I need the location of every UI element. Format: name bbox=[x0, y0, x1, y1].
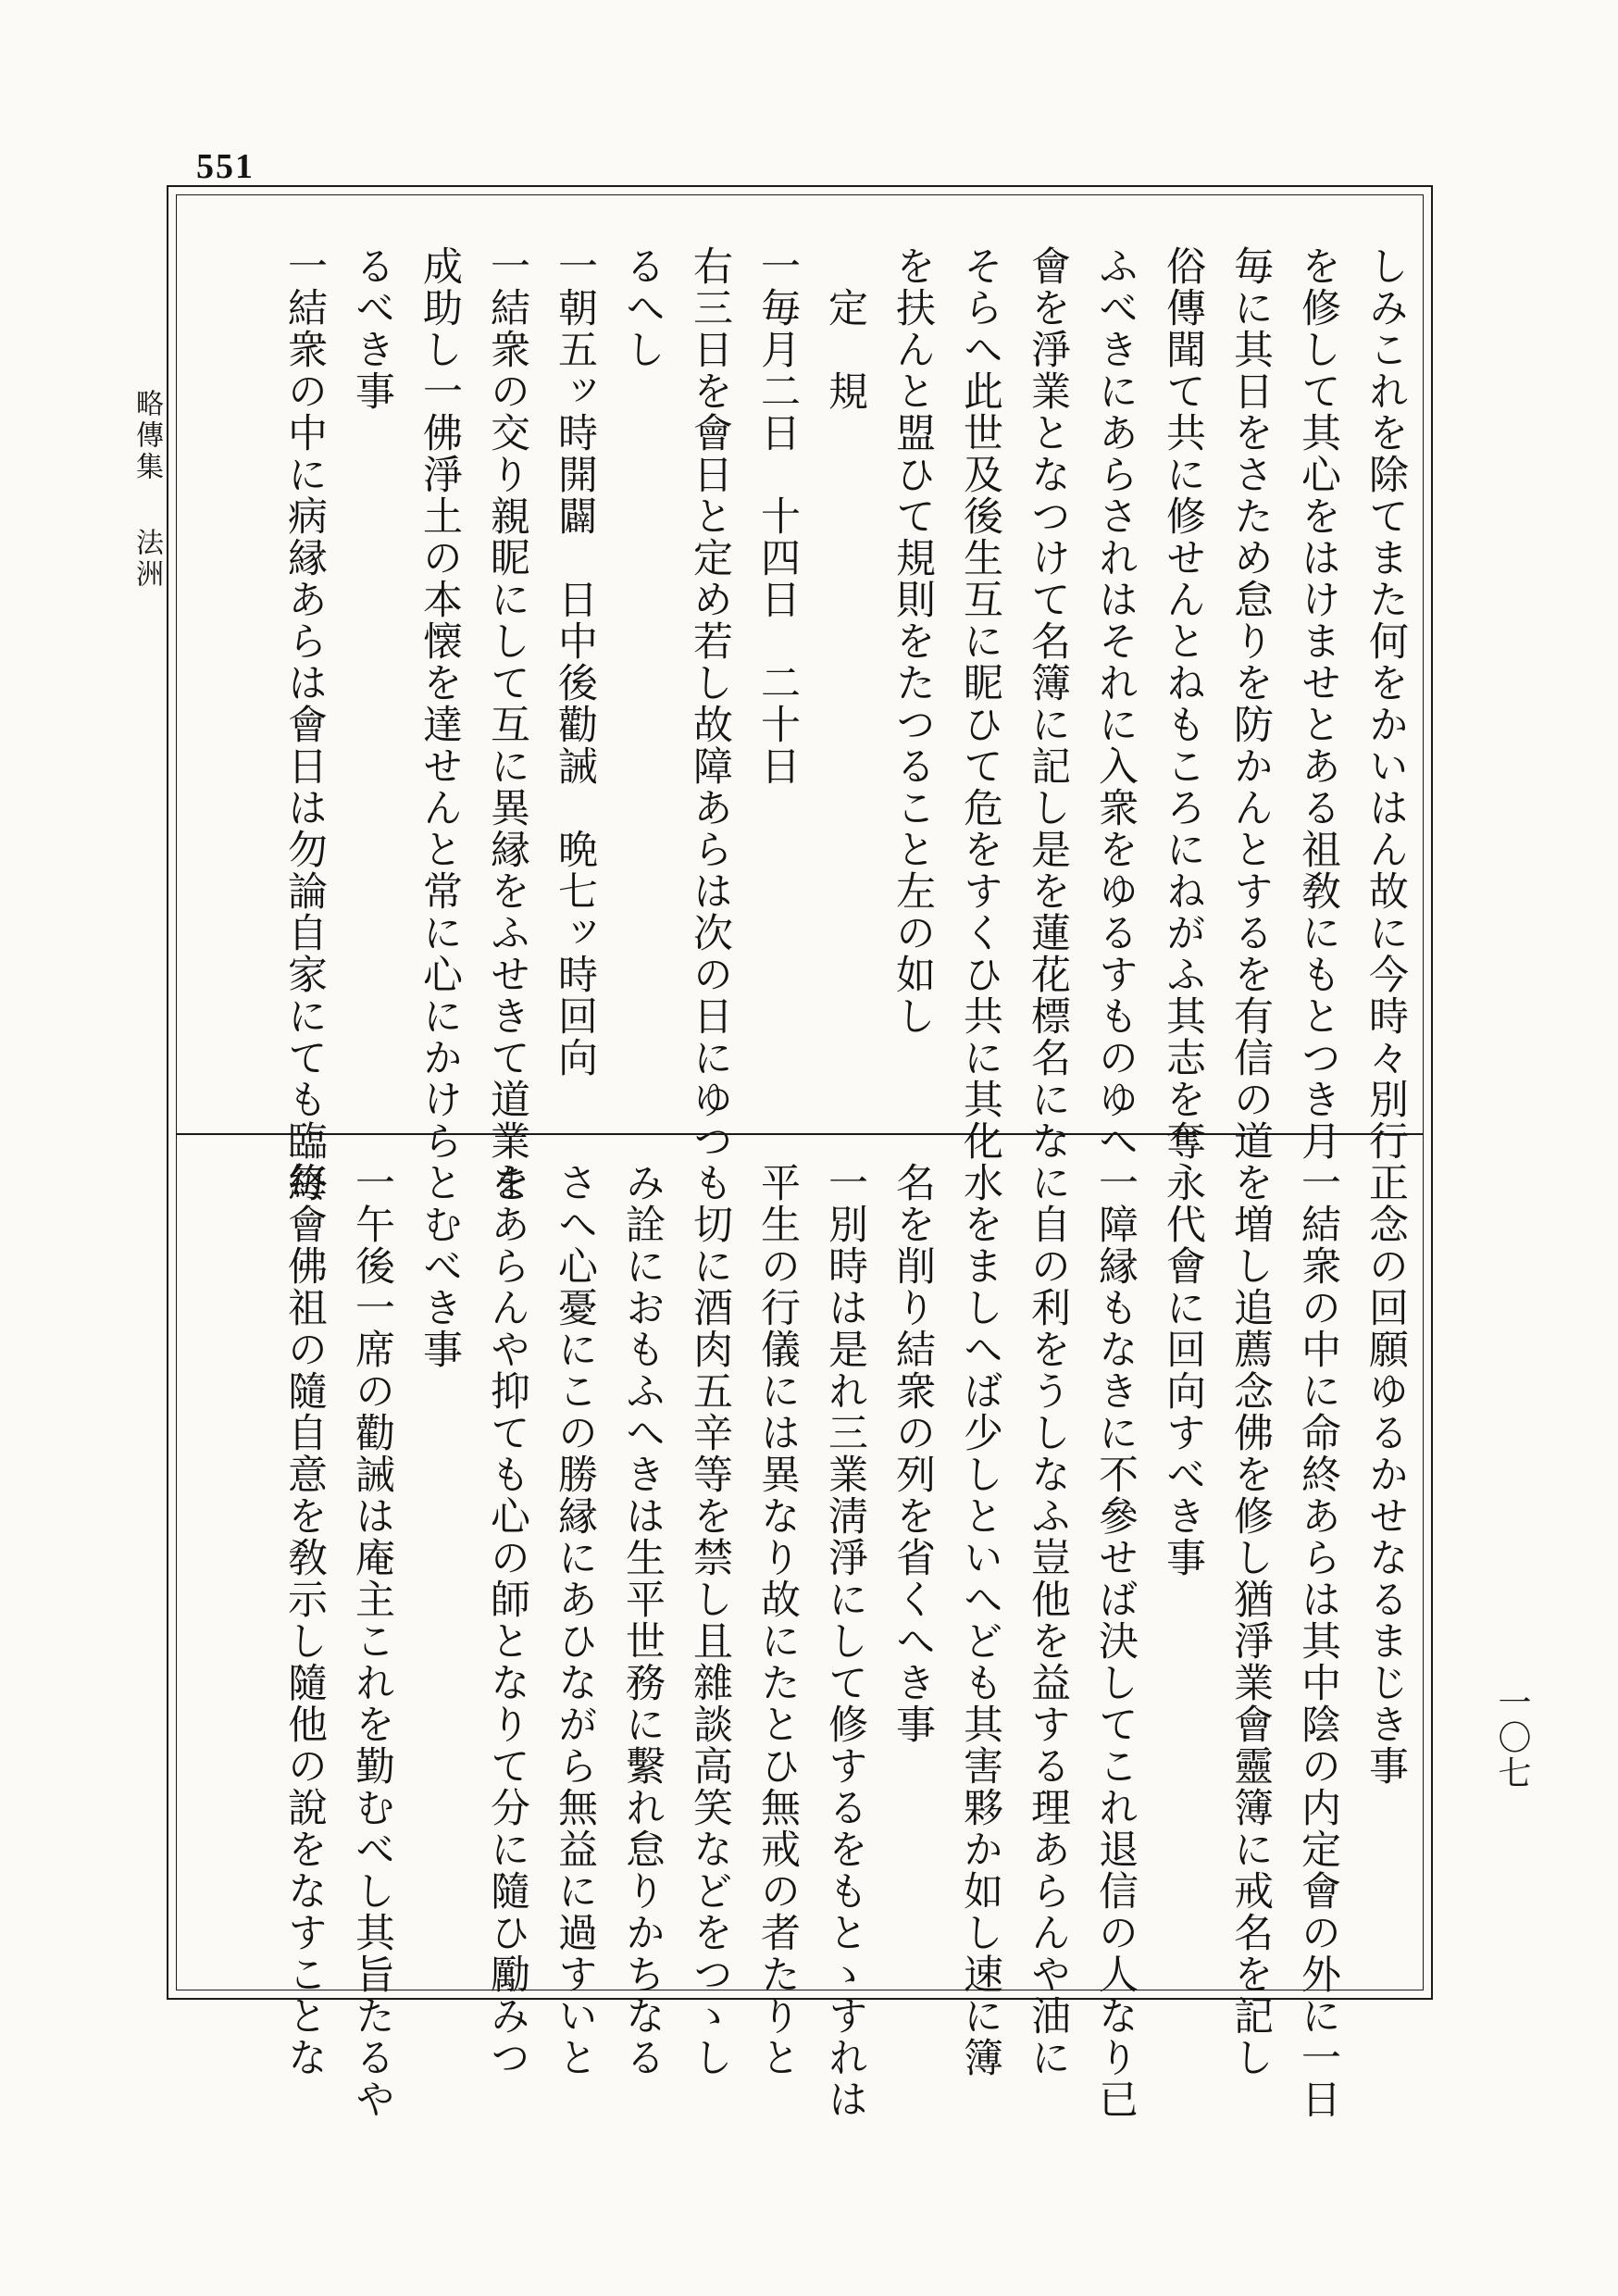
lower-text-block bbox=[270, 1162, 1419, 2120]
text-line: 永代會に回向すべき事 bbox=[1160, 1162, 1206, 1578]
text-line: とむべき事 bbox=[417, 1162, 463, 1370]
side-author-name: 法洲 bbox=[131, 528, 163, 591]
text-line: るべき事 bbox=[349, 245, 395, 412]
text-line: 水をましへば少しといへども其害夥か如し速に簿 bbox=[957, 1162, 1003, 2078]
text-line: 一結衆の中に病縁あらは會日は勿論自家にても臨終 bbox=[281, 245, 328, 1204]
text-line: 平生の行儀には異なり故にたとひ無戒の者たりと bbox=[754, 1162, 801, 2078]
text-line: 正念の回願ゆるかせなるまじき事 bbox=[1363, 1162, 1409, 1787]
text-line: 一朝五ッ時開闢 日中後勸誡 晩七ッ時回向 bbox=[552, 245, 598, 1079]
text-line: も切に酒肉五辛等を禁し且雜談高笑などをつゝし bbox=[687, 1162, 733, 2078]
text-line: さへ心憂にこの勝縁にあひながら無益に過すいと bbox=[552, 1162, 598, 2078]
text-line: 毎會佛祖の隨自意を敎示し隨他の說をなすことな bbox=[281, 1162, 328, 2078]
text-line: るへし bbox=[619, 245, 666, 370]
section-heading: 定 規 bbox=[822, 245, 868, 412]
text-line: を修して其心をはけませとある祖敎にもとつき月 bbox=[1295, 245, 1341, 1162]
text-line: 一結衆の交り親眤にして互に異縁をふせきて道業を bbox=[484, 245, 530, 1204]
text-line: 一午後一席の勸誡は庵主これを勤むべし其旨たるや bbox=[349, 1162, 395, 2120]
text-line: を扶んと盟ひて規則をたつること左の如し bbox=[890, 245, 936, 1037]
page-number: 551 bbox=[196, 147, 255, 186]
text-line: しみこれを除てまた何をかいはん故に今時々別行 bbox=[1363, 245, 1409, 1162]
text-line: 一別時は是れ三業淸淨にして修するをもとゝすれは bbox=[822, 1162, 868, 2120]
text-line: 一結衆の中に命終あらは其中陰の内定會の外に一日 bbox=[1295, 1162, 1341, 2120]
text-line: 名を削り結衆の列を省くへき事 bbox=[890, 1162, 936, 1745]
text-line: 一毎月二日 十四日 二十日 bbox=[754, 245, 801, 787]
side-book-title: 略傳集 bbox=[131, 389, 163, 483]
text-line: 成助し一佛淨土の本懐を達せんと常に心にかけら bbox=[417, 245, 463, 1162]
text-line: み詮におもふへきは生平世務に繫れ怠りかちなる bbox=[619, 1162, 666, 2078]
text-line: 一障縁もなきに不參せば決してこれ退信の人なり已 bbox=[1092, 1162, 1139, 2120]
text-line: そらへ此世及後生互に眤ひて危をすくひ共に其化 bbox=[957, 245, 1003, 1162]
text-line: 右三日を會日と定め若し故障あらは次の日にゆつ bbox=[687, 245, 733, 1162]
side-folio-number: 一〇七 bbox=[1493, 1685, 1531, 1791]
text-line: を増し追薦念佛を修し猶淨業會靈簿に戒名を記し bbox=[1227, 1162, 1274, 2078]
text-line: ふべきにあらされはそれに入衆をゆるすものゆへ bbox=[1092, 245, 1139, 1162]
text-line: まあらんや抑ても心の師となりて分に隨ひ勵みつ bbox=[484, 1162, 530, 2078]
upper-text-block bbox=[270, 245, 1419, 1204]
text-line: 毎に其日をさため怠りを防かんとするを有信の道 bbox=[1227, 245, 1274, 1162]
text-line: 俗傳聞て共に修せんとねもころにねがふ其志を奪 bbox=[1160, 245, 1206, 1162]
text-line: 會を淨業となつけて名簿に記し是を蓮花標名にな bbox=[1025, 245, 1071, 1162]
text-line: に自の利をうしなふ豈他を益する理あらんや油に bbox=[1025, 1162, 1071, 2078]
